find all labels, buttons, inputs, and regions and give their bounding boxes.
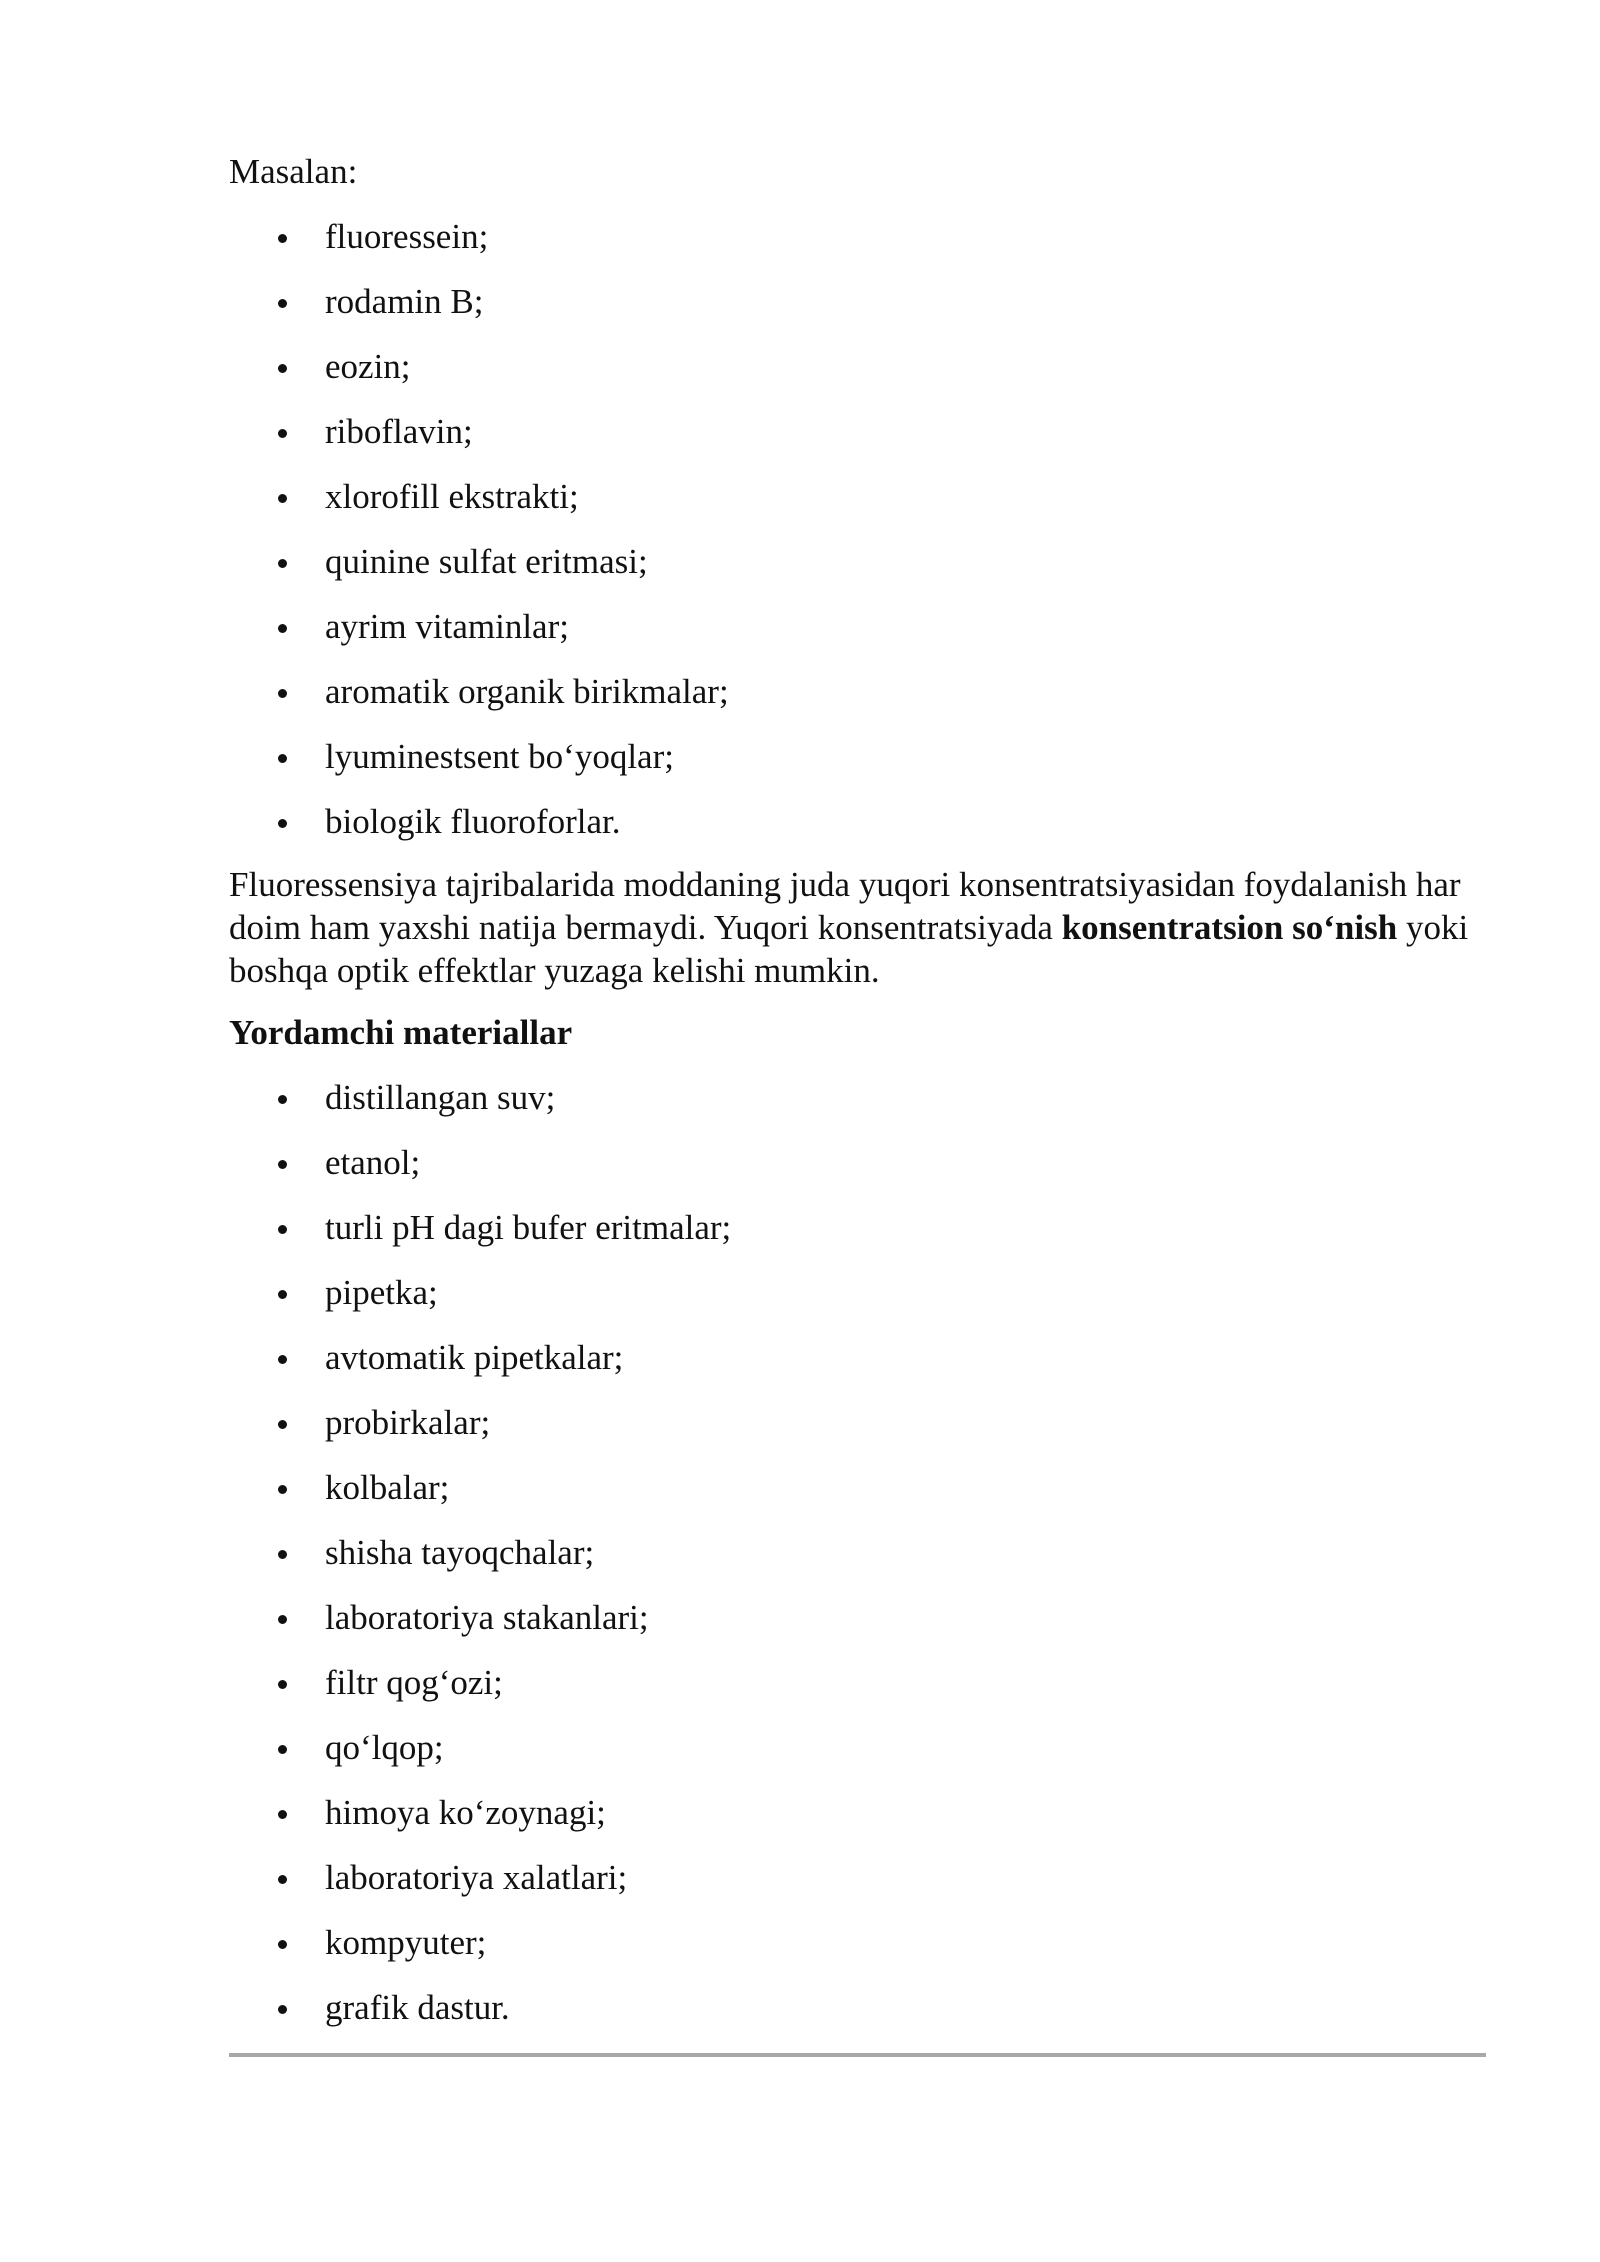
list-item <box>229 668 1489 716</box>
list-item-text: pipetka; <box>325 1273 438 1312</box>
list-item <box>229 1204 1489 1252</box>
list-item-text: probirkalar; <box>325 1403 491 1442</box>
list-item <box>229 473 1489 521</box>
list-item-text: turli pH dagi bufer eritmalar; <box>325 1208 732 1247</box>
bullet-icon <box>278 1940 287 1949</box>
intro-label: Masalan: <box>229 152 358 191</box>
list-item <box>229 1139 1489 1187</box>
list-item <box>229 1789 1489 1837</box>
list-item-text: etanol; <box>325 1143 421 1182</box>
paragraph-bold-term: konsentratsion so‘nish <box>1061 908 1398 947</box>
body-paragraph <box>229 863 1489 992</box>
horizontal-rule <box>229 2053 1486 2057</box>
list-item <box>229 408 1489 456</box>
bullet-icon <box>278 364 287 373</box>
list-item-text: distillangan suv; <box>325 1078 556 1117</box>
fluorophore-list <box>229 213 1489 846</box>
list-item <box>229 1399 1489 1447</box>
list-item <box>229 1724 1489 1772</box>
bullet-icon <box>278 624 287 633</box>
list-item-text: shisha tayoqchalar; <box>325 1533 595 1572</box>
list-item-text: eozin; <box>325 347 411 386</box>
list-item <box>229 1464 1489 1512</box>
bullet-icon <box>278 689 287 698</box>
bullet-icon <box>278 1550 287 1559</box>
bullet-icon <box>278 2005 287 2014</box>
paragraph-text: Fluoressensiya tajribalarida moddaning juda yuqori konsentratsiyasidan foydalanish har doim ham yaxshi natija bermaydi. Yuqori konsentratsiyada <box>229 865 1461 947</box>
bullet-icon <box>278 494 287 503</box>
list-item-text: biologik fluoroforlar. <box>325 802 621 841</box>
list-item-text: kompyuter; <box>325 1923 487 1962</box>
list-item-text: avtomatik pipetkalar; <box>325 1338 624 1377</box>
bullet-icon <box>278 1680 287 1689</box>
list-item-text: xlorofill ekstrakti; <box>325 477 579 516</box>
bullet-icon <box>278 1225 287 1234</box>
list-item-text: lyuminestsent bo‘yoqlar; <box>325 737 674 776</box>
list-item-text: aromatik organik birikmalar; <box>325 672 729 711</box>
list-item-text: kolbalar; <box>325 1468 450 1507</box>
list-item <box>229 538 1489 586</box>
bullet-icon <box>278 1810 287 1819</box>
list-item <box>229 343 1489 391</box>
list-item-text: riboflavin; <box>325 412 473 451</box>
list-item <box>229 1594 1489 1642</box>
list-item <box>229 1529 1489 1577</box>
list-item-text: qo‘lqop; <box>325 1728 444 1767</box>
document-page <box>229 148 1489 2049</box>
list-item-text: filtr qog‘ozi; <box>325 1663 503 1702</box>
list-item-text: rodamin B; <box>325 282 484 321</box>
list-item <box>229 603 1489 651</box>
list-item <box>229 1854 1489 1902</box>
bullet-icon <box>278 1420 287 1429</box>
bullet-icon <box>278 1485 287 1494</box>
bullet-icon <box>278 234 287 243</box>
list-item <box>229 798 1489 846</box>
bullet-icon <box>278 1095 287 1104</box>
section-heading: Yordamchi materiallar <box>229 1013 573 1052</box>
bullet-icon <box>278 299 287 308</box>
materials-list <box>229 1074 1489 2032</box>
bullet-icon <box>278 559 287 568</box>
list-item <box>229 733 1489 781</box>
list-item <box>229 1984 1489 2032</box>
list-item-text: himoya ko‘zoynagi; <box>325 1793 606 1832</box>
paragraph-text-end: yoki boshqa optik effektlar yuzaga kelishi mumkin. <box>229 908 1469 990</box>
list-item-text: ayrim vitaminlar; <box>325 607 569 646</box>
bullet-icon <box>278 754 287 763</box>
list-item <box>229 1269 1489 1317</box>
bullet-icon <box>278 1355 287 1364</box>
bullet-icon <box>278 1745 287 1754</box>
list-item-text: laboratoriya stakanlari; <box>325 1598 649 1637</box>
bullet-icon <box>278 1875 287 1884</box>
list-item <box>229 1334 1489 1382</box>
bullet-icon <box>278 1290 287 1299</box>
list-item <box>229 213 1489 261</box>
list-item-text: laboratoriya xalatlari; <box>325 1858 628 1897</box>
bullet-icon <box>278 1615 287 1624</box>
list-item <box>229 1659 1489 1707</box>
list-item-text: fluoressein; <box>325 217 489 256</box>
list-item <box>229 1919 1489 1967</box>
bullet-icon <box>278 819 287 828</box>
list-item-text: quinine sulfat eritmasi; <box>325 542 648 581</box>
bullet-icon <box>278 1160 287 1169</box>
bullet-icon <box>278 429 287 438</box>
list-item <box>229 278 1489 326</box>
list-item <box>229 1074 1489 1122</box>
list-item-text: grafik dastur. <box>325 1988 510 2027</box>
